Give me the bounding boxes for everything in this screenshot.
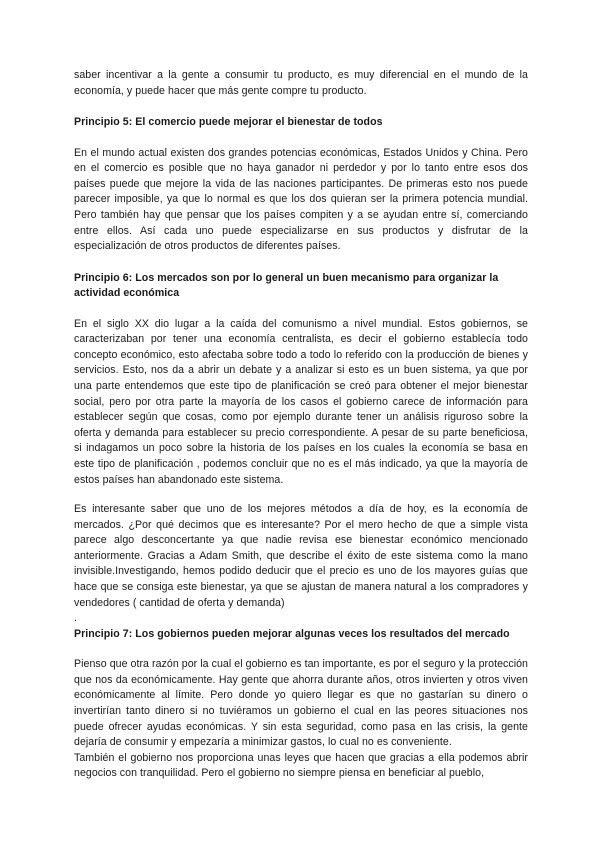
stray-period: .	[74, 612, 77, 625]
heading-principio-5: Principio 5: El comercio puede mejorar el bienestar de todos	[74, 116, 383, 129]
paragraph-principio-6-b: Es interesante saber que uno de los mejores métodos a día de hoy, es la economía de mercados. ¿Por qué decimos que es interesante? Por el mero hecho de que a simple vista parece algo desconcertante ya que nadie revisa ese bienestar económico mencionado anteriormente. Gracias a Adam Smith, que describe el éxito de este sistema como la mano invisible.Investigando, hemos podido deducir que el precio es uno de los mayores guías que hace que se consiga este bienestar, ya que se ajustan de manera natural a los compradores y vendedores ( cantidad de oferta y demanda)	[74, 503, 528, 609]
heading-principio-7: Principio 7: Los gobiernos pueden mejorar algunas veces los resultados del mercado	[74, 627, 510, 640]
intro-continuation: saber incentivar a la gente a consumir tu producto, es muy diferencial en el mundo de la economía, y puede hacer que más gente compre tu producto.	[74, 69, 528, 97]
paragraph-principio-7-b: También el gobierno nos proporciona unas leyes que hacen que gracias a ella podemos abrir negocios con tranquilidad. Pero el gobierno no siempre piensa en beneficiar al pueblo,	[74, 751, 528, 780]
paragraph-principio-6-a: En el siglo XX dio lugar a la caída del comunismo a nivel mundial. Estos gobiernos, se caracterizaban por tener una economía centralista, es decir el gobierno establecía todo concepto económico, esto afectaba sobre todo a todo lo referido con la producción de bienes y servicios. Esto, nos da a abrir un debate y a analizar si esto es un buen sistema, ya que por una parte entendemos que este tipo de planificación se creó para obtener el mejor bienestar social, pero por otra parte la mayoría de los casos el gobierno carece de información para establecer según que cosas, como por ejemplo durante tener un análisis riguroso sobre la oferta y demanda para establecer su precio correspondiente. A pesar de su parte beneficiosa, si indagamos un poco sobre la historia de los países en los cuales la economía se basa en este tipo de planificación , podemos concluir que no es el más indicado, ya que la mayoría de estos países han abandonado este sistema.	[74, 317, 528, 486]
paragraph-principio-5: En el mundo actual existen dos grandes potencias económicas, Estados Unidos y China. Pero en el comercio es posible que no haya ganador ni perdedor y por lo tanto entre esos dos países puede que mejore la vida de las naciones participantes. De primeras esto nos puede parecer imposible, ya que lo normal es que los dos quieran ser la primera potencia mundial. Pero también hay que pensar que los países compiten y a se ayudan entre sí, comerciando entre ellos. Así cada uno puede especializarse en sus productos y disfrutar de la especialización de otros productos de diferentes países.	[74, 146, 528, 253]
paragraph-principio-7-a: Pienso que otra razón por la cual el gobierno es tan importante, es por el seguro y la protección que nos da económicamente. Hay gente que ahorra durante años, otros invierten y otros viven económicamente al límite. Pero donde yo quiero llegar es que no gastarían su dinero o invertirían tanto dinero si no tuviéramos un gobierno el cual en las peores situaciones nos puede ofrecer ayudas económicas. Y sin esta seguridad, como pasa en las crisis, la gente dejaría de consumir y empezaría a minimizar gastos, lo cual no es conveniente.	[74, 658, 528, 749]
heading-principio-6: Principio 6: Los mercados son por lo general un buen mecanismo para organizar la actividad económica	[74, 271, 499, 300]
document-page	[74, 68, 528, 782]
